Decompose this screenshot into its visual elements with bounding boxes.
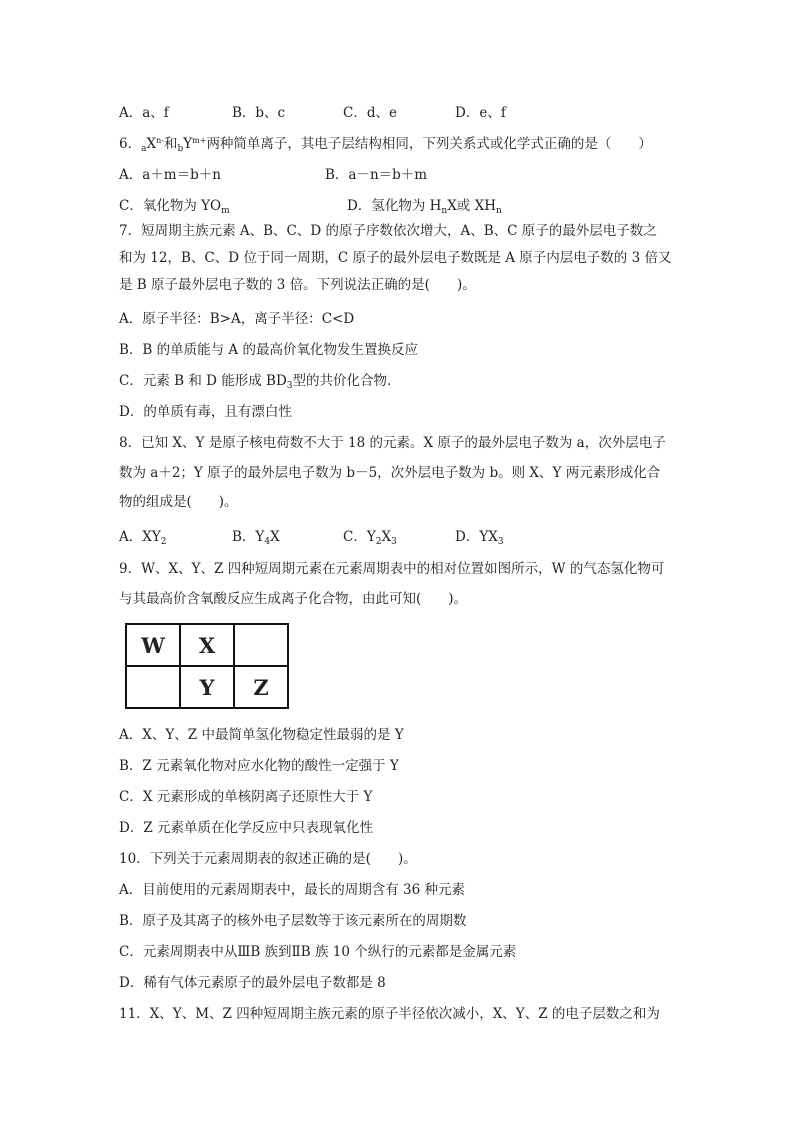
q9-option-d: D．Z 元素单质在化学反应中只表现氧化性 xyxy=(119,820,373,836)
q10-option-a: A．目前使用的元素周期表中，最长的周期含有 36 种元素 xyxy=(119,882,466,898)
q10-stem: 10．下列关于元素周期表的叙述正确的是( )。 xyxy=(119,851,417,867)
q7-line-2: 和为 12，B、C、D 位于同一周期，C 原子的最外层电子数既是 A 原子内层电子数的 3 倍又 xyxy=(119,250,672,266)
q6-stem-text: 两种简单离子，其电子层结构相同，下列关系式或化学式正确的是（ ） xyxy=(206,136,652,152)
q8-option-c-mid: X xyxy=(381,529,392,545)
q6-option-d xyxy=(347,197,502,215)
q6-a: a xyxy=(141,144,147,154)
cell-w: W xyxy=(126,624,180,666)
q8-option-d-text: D．YX xyxy=(455,529,498,545)
q8-option-c xyxy=(343,528,397,546)
q6-and: 和 xyxy=(163,136,178,152)
q8-option-b-sub: 4 xyxy=(264,537,271,547)
q10-option-b: B．原子及其离子的核外电子层数等于该元素所在的周期数 xyxy=(119,913,467,929)
q7-option-c-text: C．元素 B 和 D 能形成 BD xyxy=(119,373,287,389)
q7-option-a: A．原子半径：B>A，离子半径：C<D xyxy=(119,311,355,327)
q6-option-c-text: C．氧化物为 YO xyxy=(119,198,222,214)
q6-stem xyxy=(119,135,652,153)
q6-option-d-mid: X或 XH xyxy=(447,198,496,214)
q8-option-d xyxy=(455,528,504,546)
q5-option-b: B．b、c xyxy=(232,105,286,121)
q6-option-c xyxy=(119,197,230,215)
q6-option-d-sub1: n xyxy=(441,206,448,216)
q7-option-d: D．的单质有毒，且有漂白性 xyxy=(119,404,292,420)
q8-option-b-text: B．Y xyxy=(232,529,265,545)
q11-line-1: 11．X、Y、M、Z 四种短周期主族元素的原子半径依次减小，X、Y、Z 的电子层数之和为 xyxy=(119,1006,660,1022)
q9-option-c: C．X 元素形成的单核阴离子还原性大于 Y xyxy=(119,789,373,805)
q8-option-c-text: C．Y xyxy=(343,529,376,545)
q8-line-3: 物的组成是( )。 xyxy=(119,494,238,510)
q6-b: b xyxy=(177,144,184,154)
q8-option-b xyxy=(232,528,280,546)
q6-number: 6． xyxy=(119,136,142,152)
q8-option-b-mid: X xyxy=(270,529,280,545)
periodic-table-row xyxy=(126,624,288,666)
periodic-table-fragment xyxy=(125,623,289,709)
q7-option-c-post: 型的共价化合物． xyxy=(292,373,401,389)
q7-line-1: 7．短周期主族元素 A、B、C、D 的原子序数依次增大，A、B、C 原子的最外层电子数之 xyxy=(119,223,657,239)
q5-option-c: C．d、e xyxy=(343,105,397,121)
q6-option-d-text: D．氢化物为 H xyxy=(347,198,442,214)
cell-z: Z xyxy=(234,666,288,708)
q9-line-1: 9．W、X、Y、Z 四种短周期元素在元素周期表中的相对位置如图所示，W 的气态氢化物可 xyxy=(119,561,665,577)
q5-option-a: A．a、f xyxy=(119,105,169,121)
q9-line-2: 与其最高价含氧酸反应生成离子化合物，由此可知( )。 xyxy=(119,591,468,607)
q8-option-d-sub: 3 xyxy=(497,537,504,547)
q6-option-c-sub: m xyxy=(221,206,230,216)
q6-option-a: A．a＋m＝b＋n xyxy=(119,167,221,183)
q10-option-d: D．稀有气体元素原子的最外层电子数都是 8 xyxy=(119,975,386,991)
q6-y-symbol: Y xyxy=(183,136,193,152)
q9-option-b: B．Z 元素氧化物对应水化物的酸性一定强于 Y xyxy=(119,758,399,774)
q8-option-c-sub: 2 xyxy=(375,537,382,547)
q6-option-d-sub2: n xyxy=(495,206,502,216)
q8-option-a-sub: 2 xyxy=(160,537,167,547)
q9-option-a: A．X、Y、Z 中最简单氢化物稳定性最弱的是 Y xyxy=(119,727,404,743)
q6-y-charge: m+ xyxy=(192,136,207,145)
cell-empty xyxy=(126,666,180,708)
q6-option-b: B．a－n＝b＋m xyxy=(325,167,428,183)
q7-option-c-sub: 3 xyxy=(286,381,293,391)
q8-option-a-text: A．XY xyxy=(119,529,161,545)
periodic-table-row xyxy=(126,666,288,708)
cell-empty xyxy=(234,624,288,666)
q7-line-3: 是 B 原子最外层电子数的 3 倍。下列说法正确的是( )。 xyxy=(119,277,476,293)
q6-x-symbol: X xyxy=(146,136,157,152)
q5-option-d: D．e、f xyxy=(455,105,506,121)
q8-line-1: 8．已知 X、Y 是原子核电荷数不大于 18 的元素。X 原子的最外层电子数为 a，次外层电子 xyxy=(119,435,666,451)
q8-line-2: 数为 a＋2；Y 原子的最外层电子数为 b－5，次外层电子数为 b。则 X、Y 两元素形成化合 xyxy=(119,465,661,481)
cell-y: Y xyxy=(180,666,234,708)
q8-option-c-sub2: 3 xyxy=(391,537,397,547)
q7-option-c xyxy=(119,372,401,390)
cell-x: X xyxy=(180,624,234,666)
q7-option-b: B．B 的单质能与 A 的最高价氧化物发生置换反应 xyxy=(119,342,418,358)
q6-x-charge: n- xyxy=(156,136,164,145)
q8-option-a xyxy=(119,528,167,546)
q10-option-c: C．元素周期表中从ⅢB 族到ⅡB 族 10 个纵行的元素都是金属元素 xyxy=(119,944,517,960)
